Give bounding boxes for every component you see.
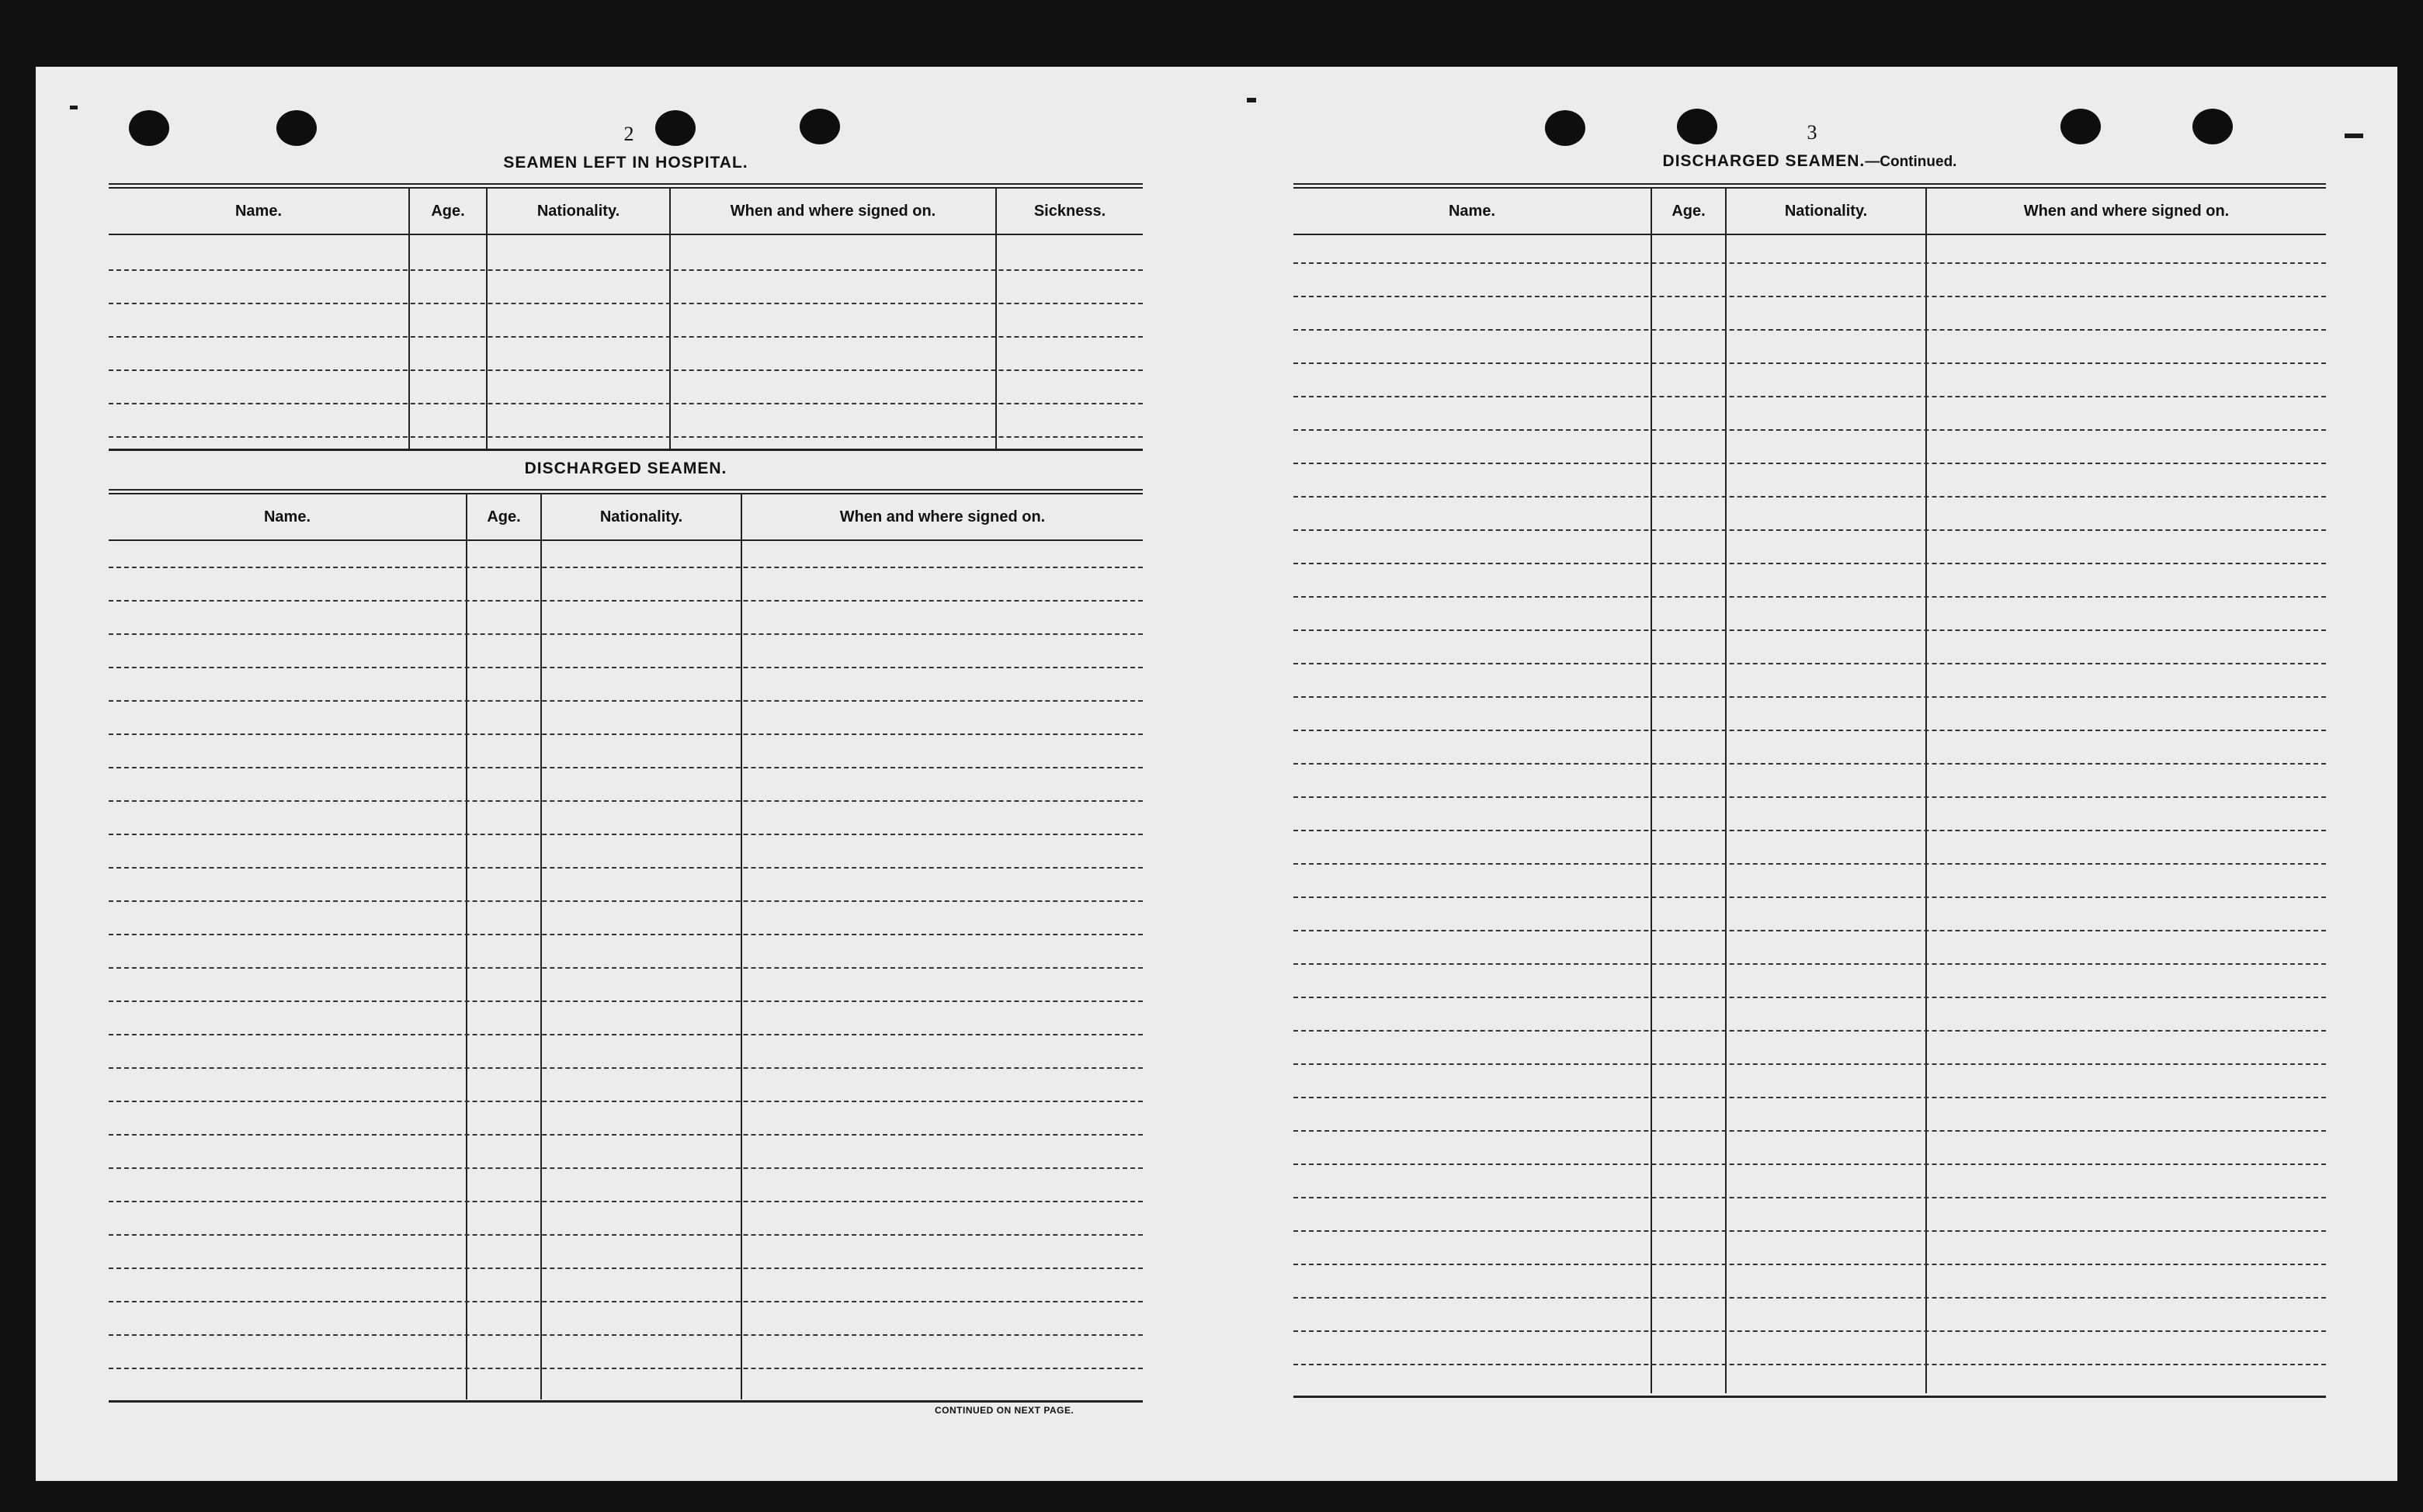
- table-header-row: [109, 494, 1143, 541]
- blank-entry-row: [1293, 1330, 2326, 1332]
- blank-entry-row: [109, 767, 1143, 768]
- blank-entry-row: [1293, 629, 2326, 631]
- blank-entry-row: [109, 1000, 1143, 1002]
- table-top-rule: [1293, 183, 2326, 189]
- blank-entry-row: [1293, 1063, 2326, 1065]
- table-header-row: [1293, 189, 2326, 235]
- blank-entry-row: [1293, 696, 2326, 698]
- blank-entry-row: [1293, 763, 2326, 765]
- blank-entry-row: [109, 667, 1143, 668]
- blank-entry-row: [109, 1301, 1143, 1302]
- blank-entry-row: [109, 1268, 1143, 1269]
- column-header-signed-on: When and where signed on.: [2023, 202, 2230, 220]
- punch-hole: [655, 110, 696, 146]
- column-divider: [408, 189, 410, 449]
- discharged-continued-title: [1293, 152, 2326, 171]
- ink-speck: [1247, 98, 1256, 102]
- column-header-age: Age.: [487, 508, 521, 525]
- blank-entry-row: [109, 600, 1143, 602]
- blank-entry-row: [109, 1201, 1143, 1202]
- blank-entry-row: [1293, 362, 2326, 364]
- table-top-rule: [109, 183, 1143, 189]
- column-header-name: Name.: [263, 508, 311, 525]
- blank-entry-row: [109, 269, 1143, 271]
- hospital-section-title: SEAMEN LEFT IN HOSPITAL.: [503, 154, 748, 172]
- blank-entry-row: [1293, 896, 2326, 898]
- column-divider: [1651, 189, 1652, 1393]
- discharged-section-title: DISCHARGED SEAMEN.: [524, 459, 727, 477]
- blank-entry-row: [1293, 1297, 2326, 1299]
- blank-entry-row: [109, 567, 1143, 568]
- blank-entry-row: [109, 1034, 1143, 1035]
- blank-entry-row: [1293, 496, 2326, 498]
- blank-entry-row: [109, 1234, 1143, 1236]
- punch-hole: [800, 109, 840, 144]
- page-number-left: 2: [623, 123, 634, 145]
- page-number-right: 3: [1807, 121, 1817, 144]
- blank-entry-row: [109, 436, 1143, 438]
- column-divider: [669, 189, 671, 449]
- continued-footnote: CONTINUED ON NEXT PAGE.: [935, 1405, 1074, 1416]
- blank-entry-row: [109, 900, 1143, 902]
- table-header-row: [109, 189, 1143, 235]
- blank-entry-row: [1293, 1264, 2326, 1265]
- discharged-continued-table: [1293, 183, 2326, 1405]
- punch-hole: [1545, 110, 1585, 146]
- blank-entry-row: [1293, 529, 2326, 531]
- blank-entry-row: [109, 934, 1143, 935]
- punch-hole: [2192, 109, 2233, 144]
- discharged-continued-title-main: DISCHARGED SEAMEN.: [1662, 152, 1866, 170]
- blank-entry-row: [109, 403, 1143, 404]
- blank-entry-row: [109, 867, 1143, 869]
- blank-entry-row: [1293, 262, 2326, 264]
- blank-entry-row: [1293, 1197, 2326, 1198]
- blank-entry-row: [1293, 1130, 2326, 1132]
- hospital-table: [109, 183, 1143, 452]
- column-header-name: Name.: [1448, 202, 1496, 220]
- blank-entry-row: [1293, 1364, 2326, 1365]
- column-divider: [466, 494, 467, 1399]
- column-header-nationality: Nationality.: [536, 202, 620, 220]
- blank-entry-row: [1293, 296, 2326, 297]
- column-divider: [486, 189, 488, 449]
- blank-entry-row: [109, 336, 1143, 338]
- discharged-table: [109, 489, 1143, 1408]
- blank-entry-row: [109, 1167, 1143, 1169]
- blank-entry-row: [1293, 1230, 2326, 1232]
- punch-hole: [129, 110, 169, 146]
- blank-entry-row: [109, 1134, 1143, 1136]
- blank-entry-row: [1293, 730, 2326, 731]
- blank-entry-row: [1293, 997, 2326, 998]
- blank-entry-row: [109, 633, 1143, 635]
- blank-entry-row: [109, 1334, 1143, 1336]
- table-bottom-rule: [1293, 1396, 2326, 1398]
- column-header-age: Age.: [1671, 202, 1706, 220]
- column-divider: [995, 189, 997, 449]
- punch-hole: [276, 110, 317, 146]
- column-header-name: Name.: [234, 202, 283, 220]
- blank-entry-row: [1293, 329, 2326, 331]
- blank-entry-row: [1293, 463, 2326, 464]
- column-divider: [741, 494, 742, 1399]
- punch-hole: [1677, 109, 1717, 144]
- table-top-rule: [109, 489, 1143, 494]
- column-header-signed-on: When and where signed on.: [730, 202, 936, 220]
- column-header-sickness: Sickness.: [1033, 202, 1106, 220]
- punch-hole: [2060, 109, 2101, 144]
- column-header-nationality: Nationality.: [1784, 202, 1868, 220]
- blank-entry-row: [1293, 596, 2326, 598]
- blank-entry-row: [1293, 963, 2326, 965]
- blank-entry-row: [1293, 796, 2326, 798]
- blank-entry-row: [1293, 663, 2326, 664]
- ink-speck: [2345, 134, 2363, 138]
- blank-entry-row: [1293, 830, 2326, 831]
- blank-entry-row: [109, 800, 1143, 802]
- column-header-signed-on: When and where signed on.: [839, 508, 1046, 525]
- blank-entry-row: [109, 1101, 1143, 1102]
- blank-entry-row: [109, 967, 1143, 969]
- blank-entry-row: [109, 1067, 1143, 1069]
- column-header-nationality: Nationality.: [599, 508, 683, 525]
- document-sheet: [36, 67, 2397, 1481]
- blank-entry-row: [109, 733, 1143, 735]
- table-bottom-rule: [109, 449, 1143, 451]
- discharged-continued-suffix: —Continued.: [1865, 154, 1957, 170]
- blank-entry-row: [1293, 396, 2326, 397]
- blank-entry-row: [1293, 1030, 2326, 1032]
- table-bottom-rule: [109, 1400, 1143, 1403]
- column-divider: [540, 494, 542, 1399]
- blank-entry-row: [109, 834, 1143, 835]
- blank-entry-row: [109, 369, 1143, 371]
- column-header-age: Age.: [431, 202, 465, 220]
- column-divider: [1925, 189, 1927, 1393]
- blank-entry-row: [1293, 1097, 2326, 1098]
- blank-entry-row: [1293, 563, 2326, 564]
- blank-entry-row: [109, 303, 1143, 304]
- column-divider: [1725, 189, 1727, 1393]
- blank-entry-row: [1293, 863, 2326, 865]
- ink-speck: [70, 106, 78, 109]
- blank-entry-row: [1293, 930, 2326, 931]
- blank-entry-row: [109, 700, 1143, 702]
- blank-entry-row: [1293, 429, 2326, 431]
- blank-entry-row: [109, 1368, 1143, 1369]
- blank-entry-row: [1293, 1163, 2326, 1165]
